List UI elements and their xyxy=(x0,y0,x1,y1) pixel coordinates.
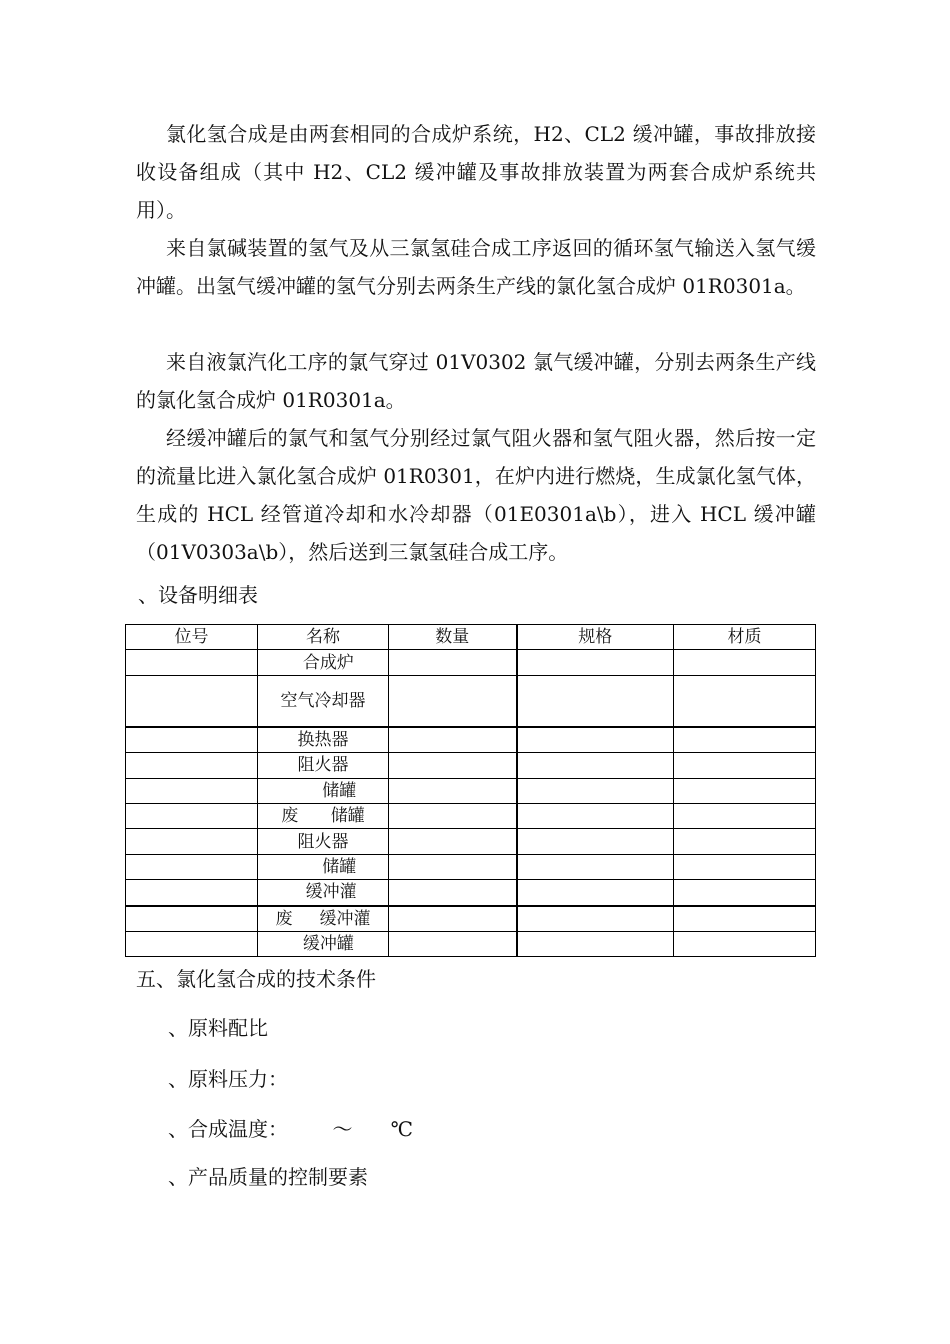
cell-spec xyxy=(517,753,674,778)
table-row xyxy=(126,778,816,803)
cell-position xyxy=(126,675,258,727)
cell-quantity xyxy=(389,727,517,753)
cell-material xyxy=(674,931,816,956)
cell-name: 空气冷却器 xyxy=(258,675,389,727)
cell-material xyxy=(674,778,816,803)
cell-quantity xyxy=(389,675,517,727)
cell-quantity xyxy=(389,931,517,956)
table-row xyxy=(126,931,816,956)
cell-name: 换热器 xyxy=(258,727,389,753)
cell-spec xyxy=(517,829,674,854)
cell-position xyxy=(126,880,258,906)
cell-material xyxy=(674,854,816,879)
table-row xyxy=(126,829,816,854)
cell-position xyxy=(126,829,258,854)
header-quantity: 数量 xyxy=(389,625,517,650)
paragraph-3: 来自液氯汽化工序的氯气穿过 01V0302 氯气缓冲罐，分别去两条生产线的氯化氢合成炉 01R0301a。 xyxy=(136,350,816,412)
cell-material xyxy=(674,753,816,778)
cell-quantity xyxy=(389,880,517,906)
cell-name: 储罐 xyxy=(258,854,389,879)
cell-spec xyxy=(517,650,674,675)
table-row xyxy=(126,880,816,906)
cell-spec xyxy=(517,778,674,803)
cell-material xyxy=(674,906,816,932)
section-5-item-1: 、原料配比 xyxy=(168,1016,268,1040)
cell-quantity xyxy=(389,803,517,828)
cell-quantity xyxy=(389,829,517,854)
cell-name: 缓冲灌 xyxy=(258,880,389,906)
table-caption: 、设备明细表 xyxy=(138,583,258,607)
cell-spec xyxy=(517,931,674,956)
cell-material xyxy=(674,675,816,727)
equipment-table xyxy=(125,624,816,957)
table-row xyxy=(126,803,816,828)
cell-name: 储罐 xyxy=(258,778,389,803)
cell-name: 缓冲罐 xyxy=(258,931,389,956)
header-position: 位号 xyxy=(126,625,258,650)
cell-spec xyxy=(517,803,674,828)
cell-name: 阻火器 xyxy=(258,753,389,778)
paragraph-1: 氯化氢合成是由两套相同的合成炉系统，H2、CL2 缓冲罐，事故排放接收设备组成（其中 H2、CL2 缓冲罐及事故排放装置为两套合成炉系统共用）。 xyxy=(136,122,816,222)
table-row xyxy=(126,906,816,932)
cell-position xyxy=(126,727,258,753)
cell-quantity xyxy=(389,854,517,879)
paragraph-2: 来自氯碱装置的氢气及从三氯氢硅合成工序返回的循环氢气输送入氢气缓冲罐。出氢气缓冲罐的氢气分别去两条生产线的氯化氢合成炉 01R0301a。 xyxy=(136,236,816,298)
section-5-item-3: 、合成温度： ～ ℃ xyxy=(168,1117,414,1141)
header-material: 材质 xyxy=(674,625,816,650)
cell-spec xyxy=(517,906,674,932)
cell-position xyxy=(126,931,258,956)
paragraph-4: 经缓冲罐后的氯气和氢气分别经过氯气阻火器和氢气阻火器，然后按一定的流量比进入氯化氢合成炉 01R0301，在炉内进行燃烧，生成氯化氢气体，生成的 HCL 经管道冷却和水冷却器（01E0301a\b），进入 HCL 缓冲罐（01V0303a\b），然后送到三氯氢硅合成工序。 xyxy=(136,426,816,564)
cell-spec xyxy=(517,880,674,906)
header-name: 名称 xyxy=(258,625,389,650)
section-5-item-2: 、原料压力： xyxy=(168,1067,288,1091)
cell-position xyxy=(126,803,258,828)
cell-spec xyxy=(517,854,674,879)
cell-name: 阻火器 xyxy=(258,829,389,854)
table-row xyxy=(126,727,816,753)
cell-position xyxy=(126,778,258,803)
cell-quantity xyxy=(389,650,517,675)
cell-name: 废 缓冲灌 xyxy=(258,906,389,932)
cell-position xyxy=(126,854,258,879)
cell-material xyxy=(674,803,816,828)
cell-quantity xyxy=(389,753,517,778)
cell-position xyxy=(126,753,258,778)
cell-name: 废 储罐 xyxy=(258,803,389,828)
table-header-row xyxy=(126,625,816,650)
table-row xyxy=(126,675,816,727)
cell-material xyxy=(674,727,816,753)
cell-spec xyxy=(517,727,674,753)
table-row xyxy=(126,753,816,778)
cell-material xyxy=(674,829,816,854)
cell-name: 合成炉 xyxy=(258,650,389,675)
cell-spec xyxy=(517,675,674,727)
table-row xyxy=(126,650,816,675)
cell-quantity xyxy=(389,778,517,803)
cell-position xyxy=(126,650,258,675)
table-row xyxy=(126,854,816,879)
section-5-title: 五、氯化氢合成的技术条件 xyxy=(136,967,376,991)
cell-position xyxy=(126,906,258,932)
cell-material xyxy=(674,880,816,906)
header-spec: 规格 xyxy=(517,625,674,650)
section-5-item-4: 、产品质量的控制要素 xyxy=(168,1165,368,1189)
cell-quantity xyxy=(389,906,517,932)
cell-material xyxy=(674,650,816,675)
